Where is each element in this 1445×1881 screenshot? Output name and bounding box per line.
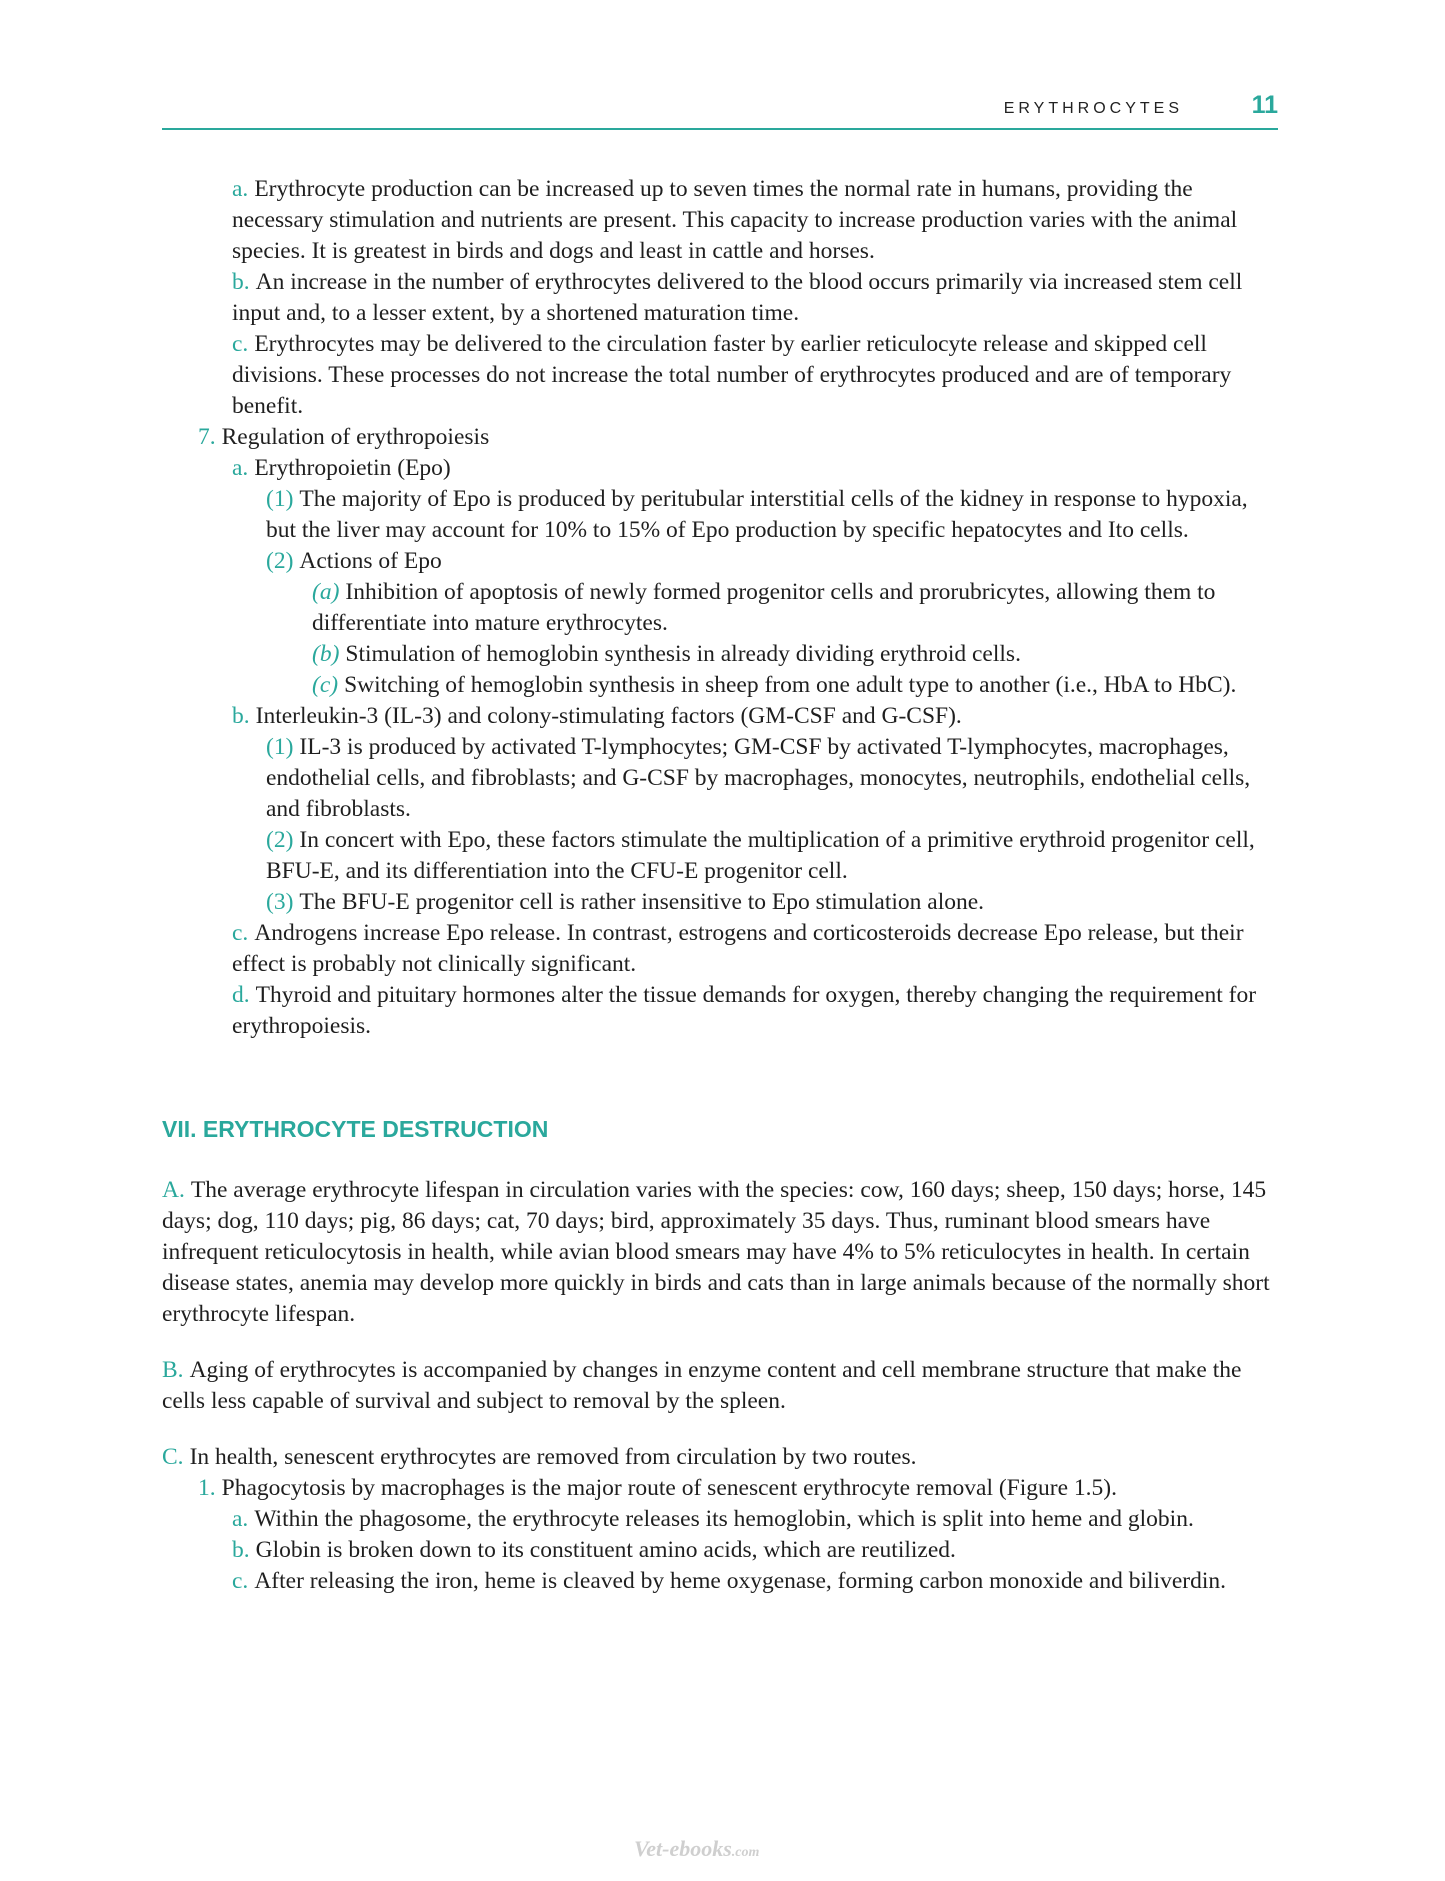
list-item: a. Erythrocyte production can be increased up to seven times the normal rate in humans, providing the necessary stimulation and nutrients are present. This capacity to increase production varies with the animal species. It is greatest in birds and dogs and least in cattle and horses. [232, 176, 1238, 264]
list-item: (c) Switching of hemoglobin synthesis in sheep from one adult type to another (i.e., HbA to HbC). [312, 672, 1237, 698]
list-item: c. Erythrocytes may be delivered to the circulation faster by earlier reticulocyte release and skipped cell divisions. These processes do not increase the total number of erythrocytes produced and are of temporary benefit. [232, 331, 1232, 419]
watermark-logo: Vet-ebooks.com [634, 1836, 760, 1861]
paragraph-a: A. The average erythrocyte lifespan in circulation varies with the species: cow, 160 days; sheep, 150 days; horse, 145 days; dog, 110 days; pig, 86 days; cat, 70 days; bird, approximately 35 days. Thus, ruminant blood smears have infrequent reticulocytosis in health, while avian blood smears may have 4% to 5% reticulocytes in health. In certain disease states, anemia may develop more quickly in birds and cats than in large animals because of the normally short erythrocyte lifespan. [162, 1177, 1270, 1327]
list-item: b. An increase in the number of erythrocytes delivered to the blood occurs primarily via increased stem cell input and, to a lesser extent, by a shortened maturation time. [232, 269, 1243, 326]
list-item: c. After releasing the iron, heme is cleaved by heme oxygenase, forming carbon monoxide and biliverdin. [232, 1568, 1226, 1594]
list-item: a. Erythropoietin (Epo) [232, 455, 451, 481]
page-number: 11 [1251, 91, 1278, 119]
list-item: b. Interleukin-3 (IL-3) and colony-stimulating factors (GM-CSF and G-CSF). [232, 703, 962, 729]
paragraph-gap [162, 1417, 1282, 1442]
list-item-7: 7. Regulation of erythropoiesis [198, 424, 490, 450]
list-item: (b) Stimulation of hemoglobin synthesis in already dividing erythroid cells. [312, 641, 1021, 667]
body-text [162, 174, 1282, 1597]
list-item: a. Within the phagosome, the erythrocyte releases its hemoglobin, which is split into heme and globin. [232, 1506, 1194, 1532]
section-heading: VII. ERYTHROCYTE DESTRUCTION [162, 1116, 549, 1142]
paragraph-b: B. Aging of erythrocytes is accompanied by changes in enzyme content and cell membrane structure that make the cells less capable of survival and subject to removal by the spleen. [162, 1357, 1242, 1414]
list-item: b. Globin is broken down to its constituent amino acids, which are reutilized. [232, 1537, 956, 1563]
paragraph-c: C. In health, senescent erythrocytes are removed from circulation by two routes. [162, 1444, 917, 1470]
page-header [162, 88, 1278, 130]
list-item: (1) IL-3 is produced by activated T-lymphocytes; GM-CSF by activated T-lymphocytes, macrophages, endothelial cells, and fibroblasts; and G-CSF by macrophages, monocytes, neutrophils, endothelial cells, and fibroblasts. [266, 734, 1251, 822]
list-item: (a) Inhibition of apoptosis of newly formed progenitor cells and prorubricytes, allowing them to differentiate into mature erythrocytes. [312, 579, 1216, 636]
list-item: (2) In concert with Epo, these factors stimulate the multiplication of a primitive erythroid progenitor cell, BFU-E, and its differentiation into the CFU-E progenitor cell. [266, 827, 1255, 884]
paragraph-gap [162, 1330, 1282, 1355]
list-item: (2) Actions of Epo [266, 548, 442, 574]
list-item: (1) The majority of Epo is produced by peritubular interstitial cells of the kidney in response to hypoxia, but the liver may account for 10% to 15% of Epo production by specific hepatocytes and Ito cells. [266, 486, 1248, 543]
list-item: 1. Phagocytosis by macrophages is the major route of senescent erythrocyte removal (Figure 1.5). [198, 1475, 1117, 1501]
list-item: c. Androgens increase Epo release. In contrast, estrogens and corticosteroids decrease Epo release, but their effect is probably not clinically significant. [232, 920, 1244, 977]
running-head: ERYTHROCYTES [1003, 100, 1183, 117]
list-item: d. Thyroid and pituitary hormones alter the tissue demands for oxygen, thereby changing the requirement for erythropoiesis. [232, 982, 1257, 1039]
list-item: (3) The BFU-E progenitor cell is rather insensitive to Epo stimulation alone. [266, 889, 985, 915]
